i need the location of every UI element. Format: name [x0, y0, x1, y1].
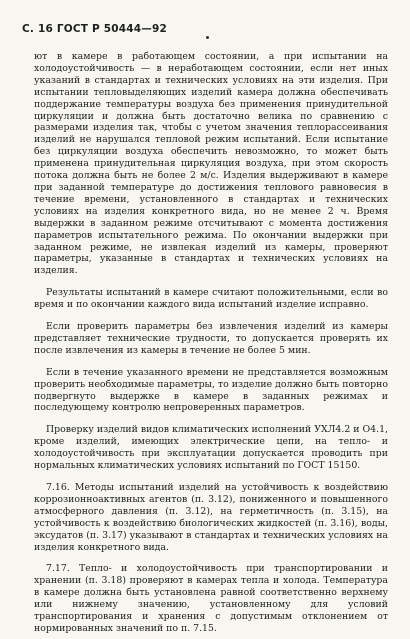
paragraph-climatic-versions: Проверку изделий видов климатических исполнений УХЛ4.2 и О4.1, кроме изделий, имеющих электрические цепи, на тепло- и холодоустойчивость при эксплуатации допускается проводить при нормальных климатических условиях испытаний по ГОСТ 15150.: [34, 424, 388, 472]
paragraph-repeat-exposure: Если в течение указанного времени не представляется возможным проверить необходимые параметры, то изделие должно быть повторно подвергнуто выдержке в камере в заданных режимах и последующему контролю непроверенных параметров.: [34, 366, 388, 414]
paragraph-section-7-16: 7.16. Методы испытаний изделий на устойчивость к воздействию коррозионноактивных агентов (п. 3.12), пониженного и повышенного атмосферного давления (п. 3.12), на герметичность (п. 3.15), на устойчивость к воздействию биологических жидкостей (п. 3.16), воды, эксудатов (п. 3.17) указывают в стандартах и технических условиях на изделия конкретного вида.: [34, 482, 388, 553]
center-dot-mark: [206, 36, 209, 39]
document-body: [34, 51, 388, 635]
running-head: С. 16 ГОСТ Р 50444—92: [22, 23, 167, 35]
paragraph-test-conditions: ют в камере в работающем состоянии, а при испытании на холодоустойчивость — в неработающем состоянии, если нет иных указаний в стандартах и технических условиях на эти изделия. При испытании тепловыделяющих изделий камера должна обеспечивать поддержание температуры воздуха без применения принудительной циркуляции и должна быть достаточно велика по сравнению с размерами изделия так, чтобы с учетом значения теплорассеивания изделий не нарушался тепловой режим испытаний. Если испытание без циркуляции воздуха обеспечить невозможно, то может быть применена принудительная циркуляция воздуха, при этом скорость потока должна быть не более 2 м/с. Изделия выдерживают в камере при заданной температуре до достижения теплового равновесия в течение времени, установленного в стандартах и технических условиях на изделия конкретного вида, но не менее 2 ч. Время выдержки в заданном режиме отсчитывают с момента достижения параметров испытательного режима. По окончании выдержки при заданном режиме, не извлекая изделий из камеры, проверяют параметры, указанные в стандартах и технических условиях на изделия.: [34, 51, 388, 277]
paragraph-check-after-removal: Если проверить параметры без извлечения изделий из камеры представляет технические трудности, то допускается проверять их после извлечения из камеры в течение не более 5 мин.: [34, 321, 388, 356]
paragraph-section-7-17: 7.17. Тепло- и холодоустойчивость при транспортировании и хранении (п. 3.18) проверяют в камерах тепла и холода. Температура в камере должна быть установлена равной соответственно верхнему или нижнему значению, установленному для условий транспортирования и хранения с допустимым отклонением от нормированных значений по п. 7.15.: [34, 563, 388, 634]
paragraph-results: Результаты испытаний в камере считают положительными, если во время и по окончании каждого вида испытаний изделие исправно.: [34, 287, 388, 311]
